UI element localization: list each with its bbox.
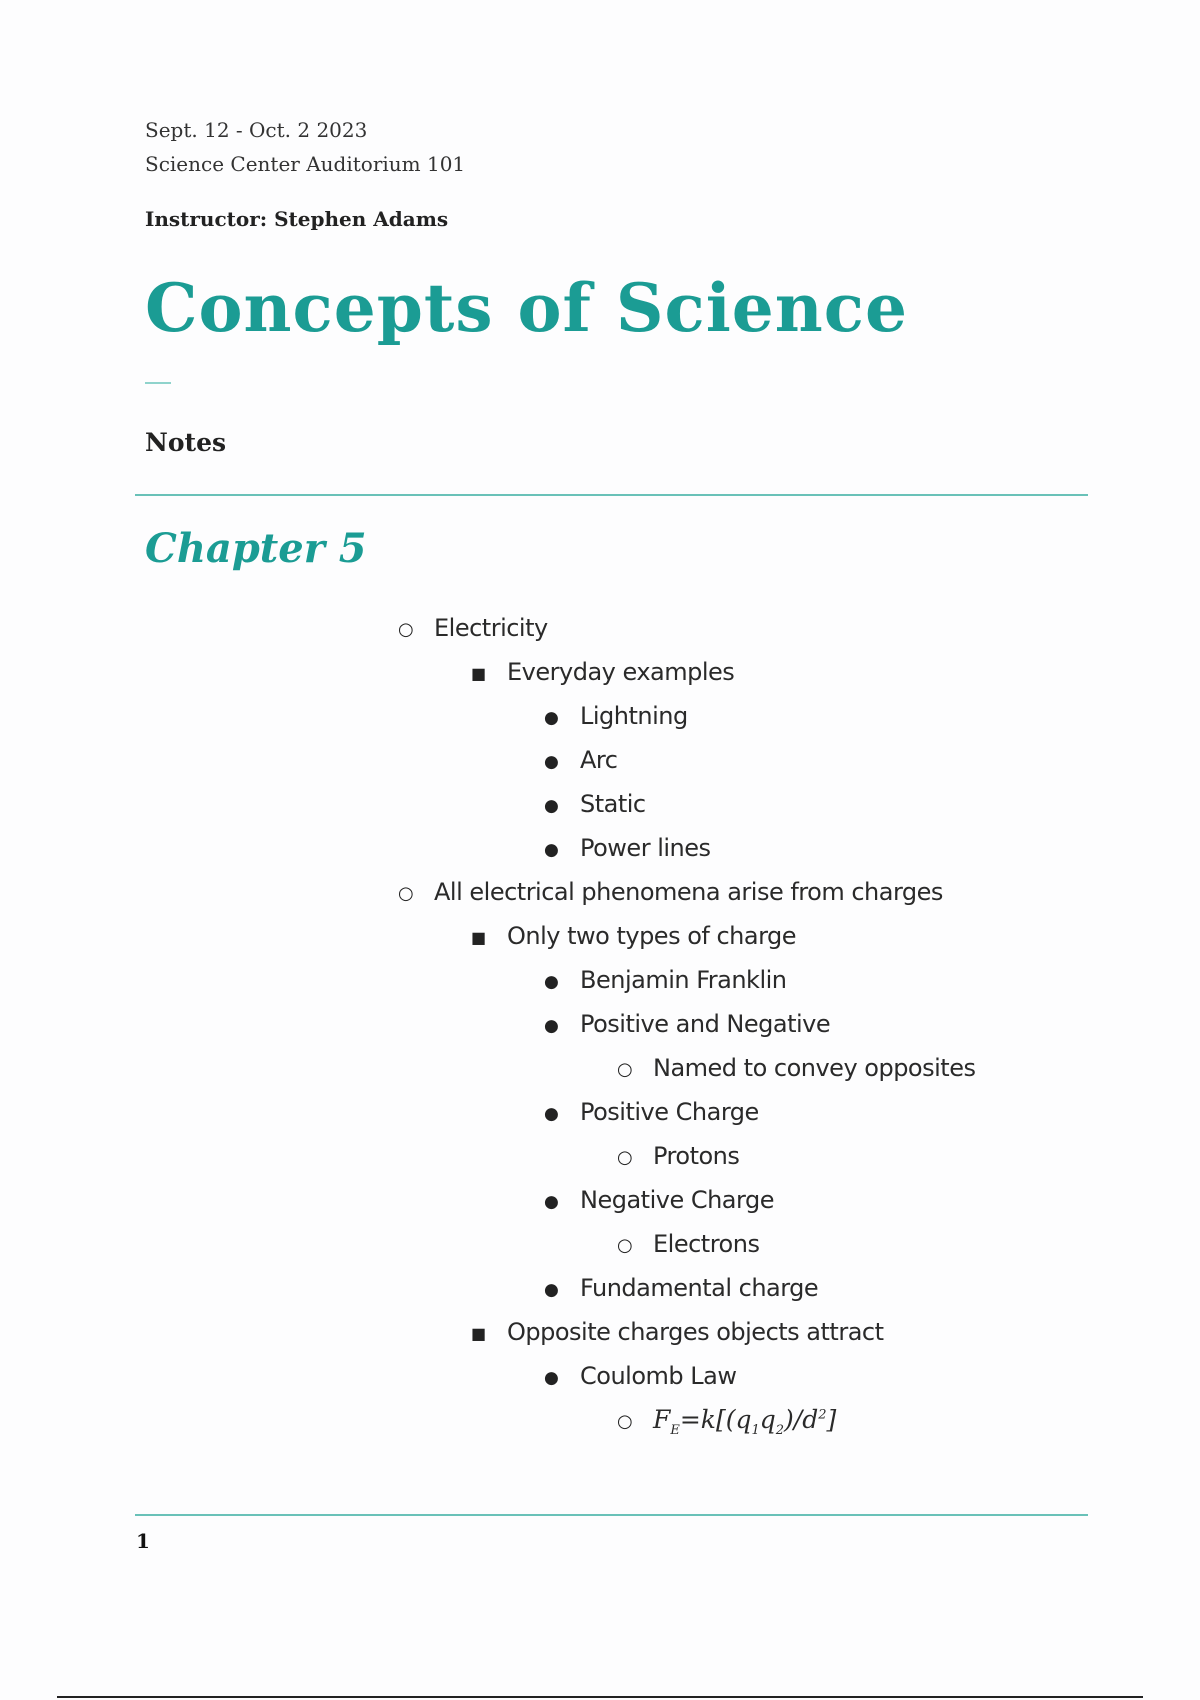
disc-bullet-icon: [544, 742, 580, 780]
circle-bullet-icon: [617, 1226, 653, 1264]
formula-part-mid1: =k[(q: [679, 1405, 752, 1434]
outline-item-text: Arc: [580, 746, 618, 774]
outline-item: [544, 786, 646, 822]
outline-item-text: Only two types of charge: [507, 922, 797, 950]
square-bullet-icon: [471, 654, 507, 692]
chapter-heading: Chapter 5: [145, 525, 367, 572]
course-dates: Sept. 12 - Oct. 2 2023: [145, 118, 368, 142]
outline-item: [471, 918, 796, 954]
course-location: Science Center Auditorium 101: [145, 152, 466, 176]
circle-bullet-icon: [617, 1050, 653, 1088]
outline-item-text: Everyday examples: [507, 658, 735, 686]
outline-item-text: Electrons: [653, 1230, 760, 1258]
outline-item: [398, 610, 548, 646]
footer-divider: [135, 1514, 1088, 1516]
disc-bullet-icon: [544, 786, 580, 824]
page-bottom-edge: [57, 1696, 1143, 1698]
square-bullet-icon: [471, 918, 507, 956]
outline-item: [544, 1006, 830, 1042]
outline-item-text: Opposite charges objects attract: [507, 1318, 884, 1346]
outline-item: [544, 742, 617, 778]
title-accent-dash: [145, 382, 171, 384]
outline-item-text: Protons: [653, 1142, 740, 1170]
disc-bullet-icon: [544, 1358, 580, 1396]
outline-item-formula: [617, 1402, 836, 1438]
disc-bullet-icon: [544, 962, 580, 1000]
square-bullet-icon: [471, 1314, 507, 1352]
page-number: 1: [136, 1529, 150, 1553]
disc-bullet-icon: [544, 1006, 580, 1044]
outline-item: [544, 1094, 759, 1130]
circle-bullet-icon: [617, 1402, 653, 1440]
circle-bullet-icon: [398, 610, 434, 648]
outline-item-text: Named to convey opposites: [653, 1054, 976, 1082]
outline-item: [544, 962, 787, 998]
outline-item: [544, 1182, 774, 1218]
outline-item-text: Static: [580, 790, 646, 818]
formula-part-end: ]: [826, 1405, 837, 1434]
outline-item: [544, 698, 688, 734]
outline-item-text: Lightning: [580, 702, 688, 730]
circle-bullet-icon: [617, 1138, 653, 1176]
outline-item: [617, 1050, 975, 1086]
formula-part-lhs: F: [653, 1405, 671, 1434]
outline-item: [617, 1138, 739, 1174]
formula-part-mid3: )/d: [784, 1405, 819, 1434]
outline-item-text: Benjamin Franklin: [580, 966, 787, 994]
outline-item: [544, 1358, 736, 1394]
outline-item-text: Power lines: [580, 834, 711, 862]
outline-item-text: Coulomb Law: [580, 1362, 737, 1390]
outline-item-text: Negative Charge: [580, 1186, 774, 1214]
outline-item: [617, 1226, 759, 1262]
disc-bullet-icon: [544, 830, 580, 868]
circle-bullet-icon: [398, 874, 434, 912]
disc-bullet-icon: [544, 1094, 580, 1132]
document-title: Concepts of Science: [145, 269, 908, 347]
formula-part-mid2: q: [759, 1405, 776, 1434]
formula-part-q2-sub: 2: [775, 1423, 785, 1438]
disc-bullet-icon: [544, 1182, 580, 1220]
outline-item: [471, 1314, 884, 1350]
coulomb-formula: [653, 1405, 837, 1438]
instructor-name: Instructor: Stephen Adams: [145, 207, 449, 231]
formula-part-exp: 2: [818, 1407, 827, 1423]
outline-item: [544, 830, 711, 866]
formula-part-q1-sub: 1: [751, 1423, 760, 1438]
outline-item-text: Electricity: [434, 614, 548, 642]
outline-item: [471, 654, 734, 690]
outline-item-text: Fundamental charge: [580, 1274, 819, 1302]
outline-item-text: All electrical phenomena arise from charges: [434, 878, 943, 906]
outline-item-text: Positive Charge: [580, 1098, 759, 1126]
disc-bullet-icon: [544, 1270, 580, 1308]
header-divider: [135, 494, 1088, 496]
outline-item: [544, 1270, 818, 1306]
outline-item-text: Positive and Negative: [580, 1010, 831, 1038]
outline-item: [398, 874, 943, 910]
notes-heading: Notes: [145, 428, 227, 457]
disc-bullet-icon: [544, 698, 580, 736]
formula-part-lhs-sub: E: [670, 1423, 680, 1438]
